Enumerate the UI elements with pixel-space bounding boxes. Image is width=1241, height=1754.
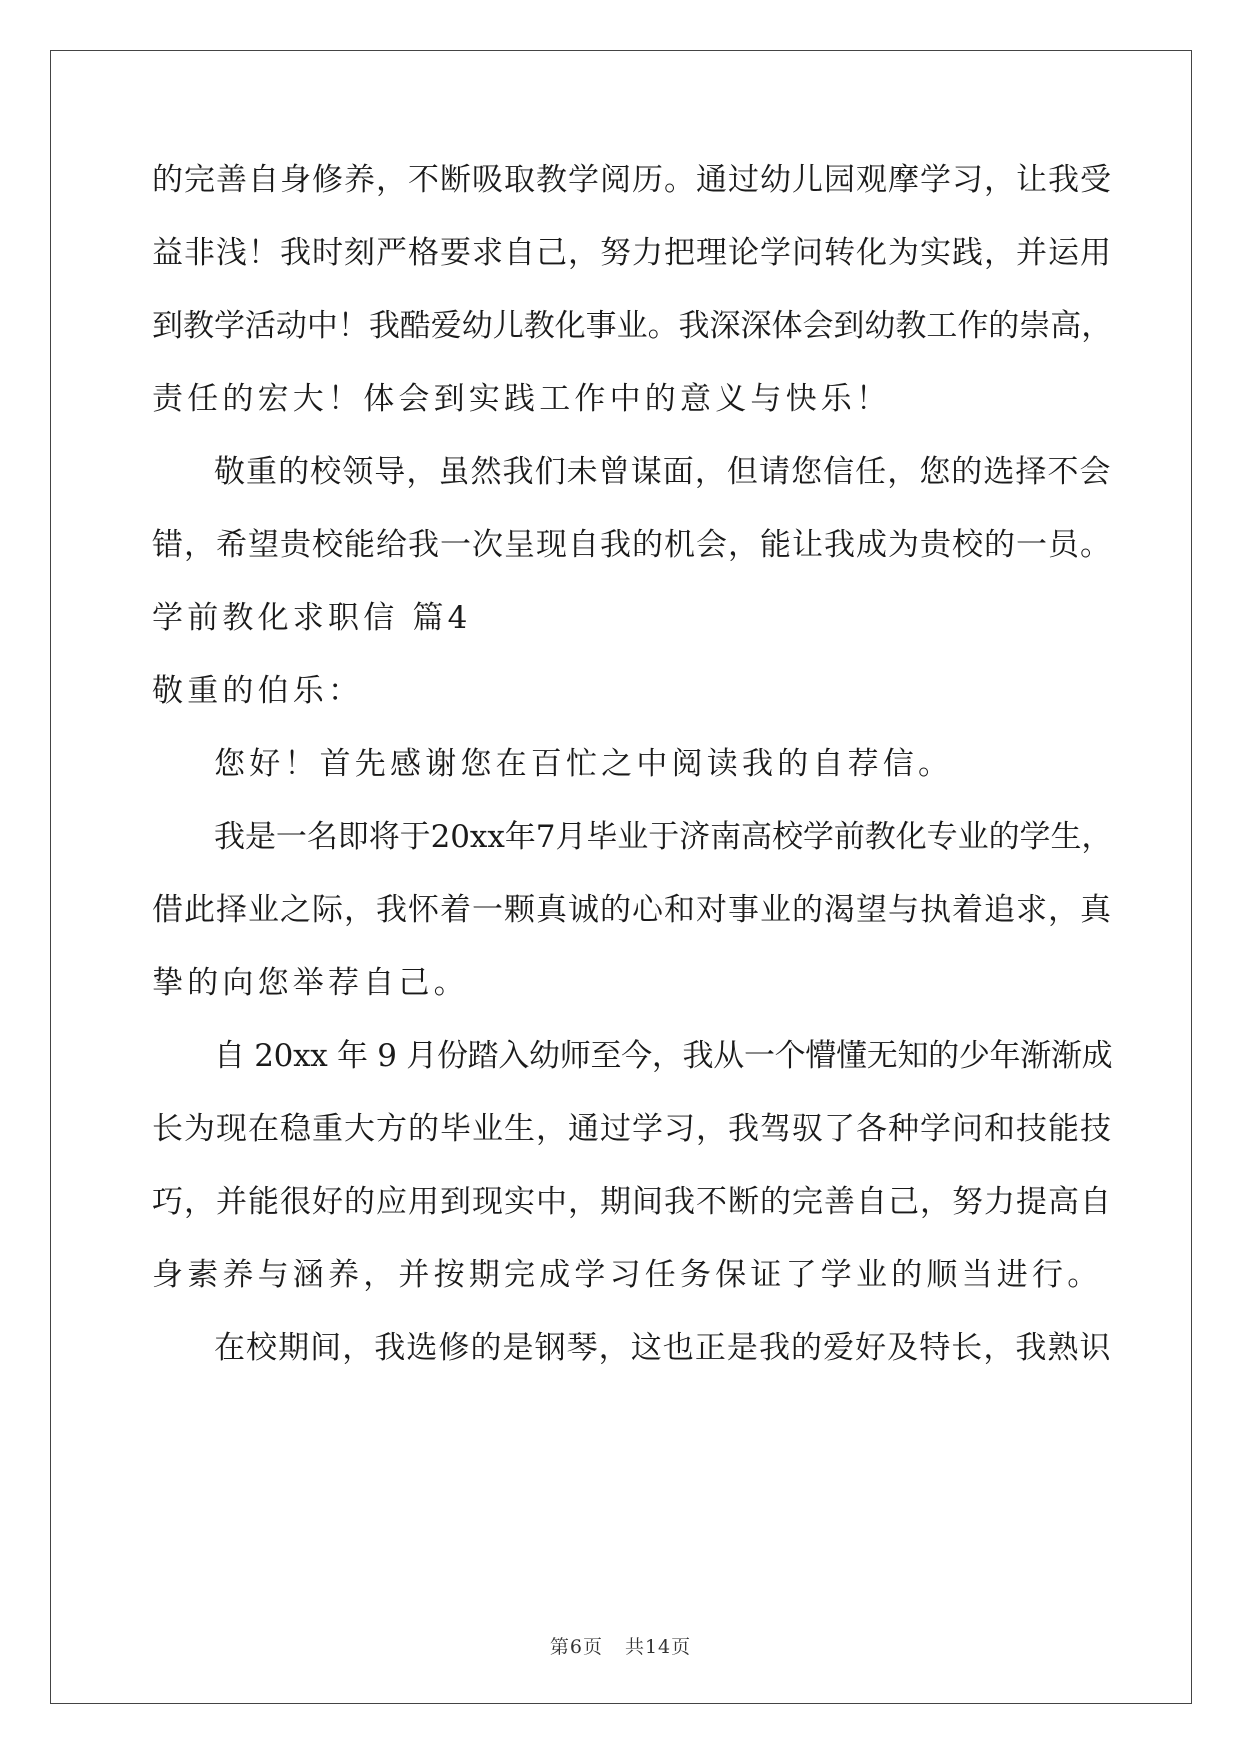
text-line: 益非浅！我时刻严格要求自己，努力把理论学问转化为实践，并运用 [152,235,1112,271]
paragraph-start-line: 在校期间，我选修的是钢琴，这也正是我的爱好及特长，我熟识 [214,1330,1112,1366]
text-line: 的完善自身修养，不断吸取教学阅历。通过幼儿园观摩学习，让我受 [152,162,1112,198]
text-line: 身素养与涵养，并按期完成学习任务保证了学业的顺当进行。 [152,1257,1103,1293]
paragraph-start-line: 敬重的校领导，虽然我们未曾谋面，但请您信任，您的选择不会 [214,454,1112,490]
text-line: 挚的向您举荐自己。 [152,965,469,1001]
text-line: 到教学活动中！我酷爱幼儿教化事业。我深深体会到幼教工作的崇高， [152,308,1113,344]
page-border [50,50,1192,1704]
section-heading: 学前教化求职信 篇4 [152,600,472,636]
paragraph-start-line: 您好！首先感谢您在百忙之中阅读我的自荐信。 [214,746,954,782]
paragraph-start-line: 我是一名即将于20xx年7月毕业于济南高校学前教化专业的学生， [214,819,1113,855]
text-line: 借此择业之际，我怀着一颗真诚的心和对事业的渴望与执着追求，真 [152,892,1112,928]
paragraph-start-line: 自 20xx 年 9 月份踏入幼师至今，我从一个懵懂无知的少年渐渐成 [214,1038,1113,1074]
text-line: 长为现在稳重大方的毕业生，通过学习，我驾驭了各种学问和技能技 [152,1111,1112,1147]
text-line: 责任的宏大！体会到实践工作中的意义与快乐！ [152,381,892,417]
salutation: 敬重的伯乐： [152,673,364,709]
page-footer [0,1632,1241,1659]
page-total: 共14页 [624,1636,692,1658]
text-line: 巧，并能很好的应用到现实中，期间我不断的完善自己，努力提高自 [152,1184,1112,1220]
page-number: 第6页 [549,1636,603,1658]
text-line: 错，希望贵校能给我一次呈现自我的机会，能让我成为贵校的一员。 [152,527,1112,563]
